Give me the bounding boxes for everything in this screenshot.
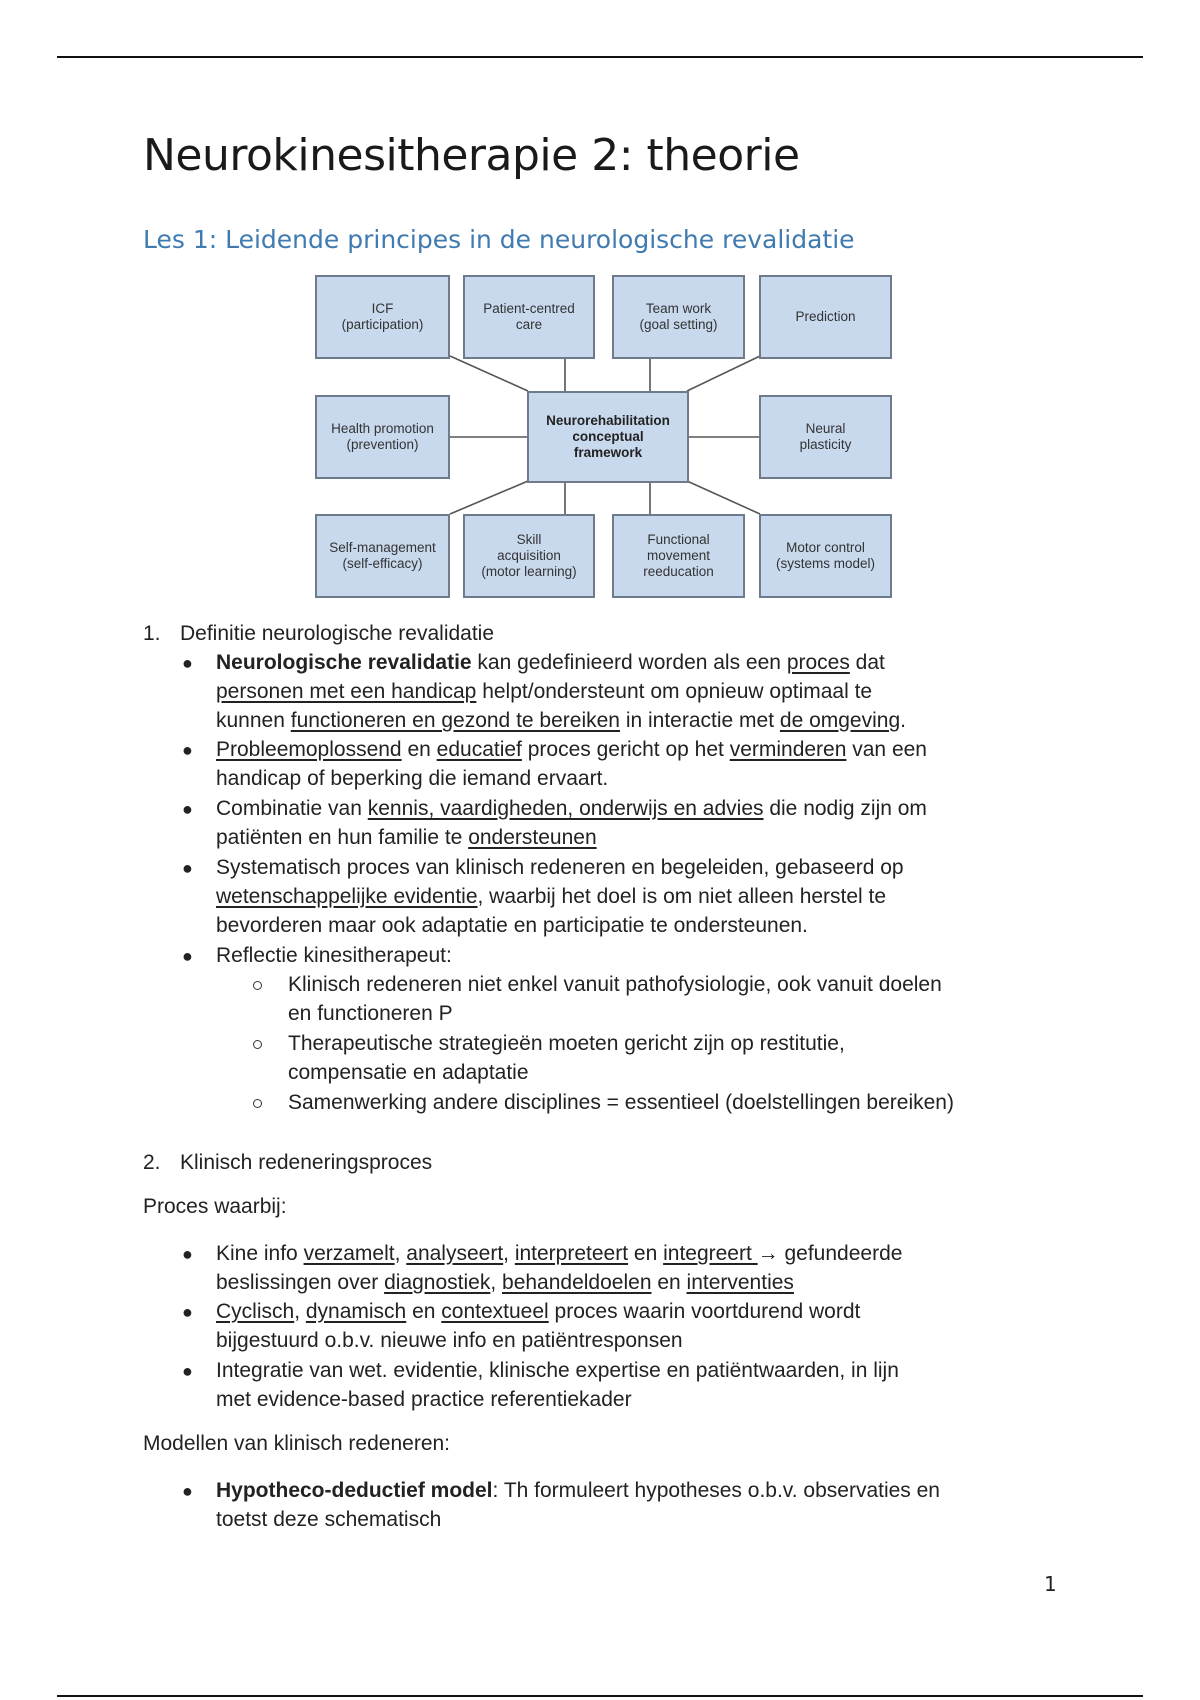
header-rule xyxy=(57,56,1143,58)
connector-prediction xyxy=(687,356,760,391)
box-patient-centred: Patient-centred care xyxy=(463,275,595,359)
connector-motor xyxy=(687,481,760,514)
sub-list-item: Klinisch redeneren niet enkel vanuit pathofysiologie, ook vanuit doelen xyxy=(288,973,942,996)
list-item-cont: met evidence-based practice referentiekader xyxy=(216,1388,632,1411)
list-item-cont: patiënten en hun familie te ondersteunen xyxy=(216,826,597,849)
bullet-icon: ● xyxy=(182,1361,193,1381)
box-functional-movement: Functional movement reeducation xyxy=(612,514,745,598)
paragraph: Modellen van klinisch redeneren: xyxy=(143,1432,451,1455)
list-item: Reflectie kinesitherapeut: xyxy=(216,944,452,967)
sub-bullet-icon xyxy=(253,981,262,990)
list-item-cont: toetst deze schematisch xyxy=(216,1508,442,1531)
bullet-icon: ● xyxy=(182,1244,193,1264)
connector-self xyxy=(450,481,528,514)
box-icf: ICF (participation) xyxy=(315,275,450,359)
list-item: Hypotheco-deductief model: Th formuleert hypotheses o.b.v. observaties en xyxy=(216,1479,940,1502)
box-team-work: Team work (goal setting) xyxy=(612,275,745,359)
box-neural-plasticity: Neural plasticity xyxy=(759,395,892,479)
list-item-cont: personen met een handicap helpt/ondersteunt om opnieuw optimaal te xyxy=(216,680,873,703)
list-number: 2. xyxy=(143,1151,161,1174)
page-title: Neurokinesitherapie 2: theorie xyxy=(143,130,800,181)
bullet-icon: ● xyxy=(182,1481,193,1501)
bullet-icon: ● xyxy=(182,858,193,878)
list-item: Probleemoplossend en educatief proces gericht op het verminderen van een xyxy=(216,738,927,761)
list-number: 1. xyxy=(143,622,161,645)
sub-list-item-cont: en functioneren P xyxy=(288,1002,453,1025)
list-item: Neurologische revalidatie kan gedefinieerd worden als een proces dat xyxy=(216,651,885,674)
bullet-icon: ● xyxy=(182,653,193,673)
box-prediction: Prediction xyxy=(759,275,892,359)
list-item-cont: wetenschappelijke evidentie, waarbij het doel is om niet alleen herstel te xyxy=(216,885,887,908)
list-item-cont: bijgestuurd o.b.v. nieuwe info en patiëntresponsen xyxy=(216,1329,683,1352)
connector-icf xyxy=(450,356,528,391)
list-item: Integratie van wet. evidentie, klinische expertise en patiëntwaarden, in lijn xyxy=(216,1359,899,1382)
box-health-promotion: Health promotion (prevention) xyxy=(315,395,450,479)
list-item-cont: bevorderen maar ook adaptatie en participatie te ondersteunen. xyxy=(216,914,808,937)
bullet-icon: ● xyxy=(182,799,193,819)
bullet-icon: ● xyxy=(182,1302,193,1322)
paragraph: Proces waarbij: xyxy=(143,1195,287,1218)
bullet-icon: ● xyxy=(182,946,193,966)
list-heading: Klinisch redeneringsproces xyxy=(180,1151,433,1174)
list-item: Systematisch proces van klinisch redeneren en begeleiden, gebaseerd op xyxy=(216,856,904,879)
sub-bullet-icon xyxy=(253,1040,262,1049)
list-item: Cyclisch, dynamisch en contextueel proces waarin voortdurend wordt xyxy=(216,1300,861,1323)
list-item-cont: beslissingen over diagnostiek, behandeldoelen en interventies xyxy=(216,1271,794,1294)
section-title: Les 1: Leidende principes in de neurologische revalidatie xyxy=(143,225,855,254)
list-item: Kine info verzamelt, analyseert, interpreteert en integreert → gefundeerde xyxy=(216,1242,903,1265)
list-item-cont: kunnen functioneren en gezond te bereiken in interactie met de omgeving. xyxy=(216,709,906,732)
list-heading: Definitie neurologische revalidatie xyxy=(180,622,495,645)
framework-diagram xyxy=(315,272,895,602)
sub-list-item: Samenwerking andere disciplines = essentieel (doelstellingen bereiken) xyxy=(288,1091,954,1114)
list-item-cont: handicap of beperking die iemand ervaart. xyxy=(216,767,609,790)
box-skill-acquisition: Skill acquisition (motor learning) xyxy=(463,514,595,598)
page-number: 1 xyxy=(1044,1572,1057,1596)
box-motor-control: Motor control (systems model) xyxy=(759,514,892,598)
sub-list-item: Therapeutische strategieën moeten gericht zijn op restitutie, xyxy=(288,1032,845,1055)
sub-bullet-icon xyxy=(253,1099,262,1108)
sub-list-item-cont: compensatie en adaptatie xyxy=(288,1061,529,1084)
box-center-framework: Neurorehabilitation conceptual framework xyxy=(527,391,689,483)
list-item: Combinatie van kennis, vaardigheden, onderwijs en advies die nodig zijn om xyxy=(216,797,927,820)
box-self-management: Self-management (self-efficacy) xyxy=(315,514,450,598)
footer-rule xyxy=(57,1695,1143,1697)
bullet-icon: ● xyxy=(182,740,193,760)
